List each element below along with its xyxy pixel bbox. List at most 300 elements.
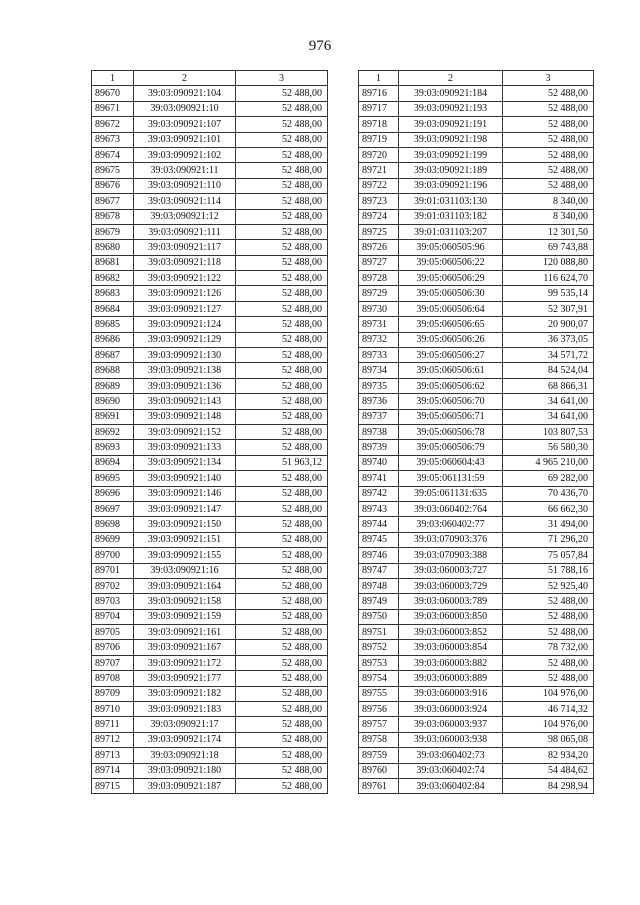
value-cell: 52 488,00 (236, 486, 328, 501)
cadastral-number-cell: 39:03:070903:376 (399, 532, 503, 547)
cadastral-number-cell: 39:03:090921:146 (134, 486, 236, 501)
cadastral-number-cell: 39:03:090921:189 (399, 163, 503, 178)
cadastral-number-cell: 39:03:090921:191 (399, 117, 503, 132)
row-number-cell: 89673 (92, 132, 134, 147)
value-cell: 52 488,00 (236, 778, 328, 793)
value-cell: 20 900,07 (503, 317, 594, 332)
value-cell: 52 488,00 (236, 732, 328, 747)
value-cell: 52 488,00 (503, 594, 594, 609)
value-cell: 52 488,00 (236, 594, 328, 609)
table-row (359, 748, 594, 763)
table-row (359, 609, 594, 624)
header-col-2: 2 (134, 71, 236, 86)
value-cell: 52 488,00 (236, 240, 328, 255)
cadastral-number-cell: 39:03:090921:140 (134, 471, 236, 486)
row-number-cell: 89675 (92, 163, 134, 178)
table-row (359, 471, 594, 486)
value-cell: 52 488,00 (236, 671, 328, 686)
table-row (359, 240, 594, 255)
row-number-cell: 89741 (359, 471, 399, 486)
table-row (359, 271, 594, 286)
table-row (92, 778, 328, 793)
value-cell: 51 788,16 (503, 563, 594, 578)
table-row (359, 548, 594, 563)
row-number-cell: 89729 (359, 286, 399, 301)
row-number-cell: 89757 (359, 717, 399, 732)
value-cell: 52 488,00 (236, 317, 328, 332)
row-number-cell: 89759 (359, 748, 399, 763)
cadastral-number-cell: 39:01:031103:207 (399, 224, 503, 239)
table-row (359, 348, 594, 363)
cadastral-number-cell: 39:03:090921:196 (399, 178, 503, 193)
table-row (359, 224, 594, 239)
row-number-cell: 89725 (359, 224, 399, 239)
row-number-cell: 89712 (92, 732, 134, 747)
cadastral-number-cell: 39:03:090921:126 (134, 286, 236, 301)
value-cell: 70 436,70 (503, 486, 594, 501)
row-number-cell: 89683 (92, 286, 134, 301)
cadastral-number-cell: 39:03:090921:18 (134, 748, 236, 763)
row-number-cell: 89695 (92, 471, 134, 486)
value-cell: 52 488,00 (503, 655, 594, 670)
cadastral-number-cell: 39:05:060506:27 (399, 348, 503, 363)
table-row (359, 686, 594, 701)
table-row (359, 778, 594, 793)
value-cell: 31 494,00 (503, 517, 594, 532)
row-number-cell: 89747 (359, 563, 399, 578)
cadastral-number-cell: 39:03:090921:114 (134, 194, 236, 209)
value-cell: 52 488,00 (236, 609, 328, 624)
value-cell: 52 488,00 (236, 686, 328, 701)
row-number-cell: 89700 (92, 548, 134, 563)
cadastral-number-cell: 39:03:090921:187 (134, 778, 236, 793)
cadastral-number-cell: 39:01:031103:130 (399, 194, 503, 209)
cadastral-number-cell: 39:05:060506:79 (399, 440, 503, 455)
cadastral-number-cell: 39:03:090921:158 (134, 594, 236, 609)
row-number-cell: 89713 (92, 748, 134, 763)
table-row (92, 271, 328, 286)
cadastral-number-cell: 39:03:090921:172 (134, 655, 236, 670)
cadastral-number-cell: 39:01:031103:182 (399, 209, 503, 224)
value-cell: 52 488,00 (236, 147, 328, 162)
cadastral-number-cell: 39:03:090921:127 (134, 301, 236, 316)
row-number-cell: 89711 (92, 717, 134, 732)
table-row (359, 317, 594, 332)
row-number-cell: 89758 (359, 732, 399, 747)
row-number-cell: 89720 (359, 147, 399, 162)
table-row (359, 286, 594, 301)
row-number-cell: 89724 (359, 209, 399, 224)
cadastral-number-cell: 39:05:060506:70 (399, 394, 503, 409)
cadastral-number-cell: 39:03:060003:889 (399, 671, 503, 686)
table-header-row (92, 71, 328, 86)
value-cell: 82 934,20 (503, 748, 594, 763)
cadastral-number-cell: 39:03:090921:148 (134, 409, 236, 424)
value-cell: 52 488,00 (236, 224, 328, 239)
cadastral-number-cell: 39:05:060505:96 (399, 240, 503, 255)
row-number-cell: 89750 (359, 609, 399, 624)
table-row (359, 763, 594, 778)
registry-table-left (91, 70, 328, 794)
row-number-cell: 89693 (92, 440, 134, 455)
table-row (359, 194, 594, 209)
cadastral-number-cell: 39:03:090921:150 (134, 517, 236, 532)
table-row (92, 209, 328, 224)
table-row (359, 455, 594, 470)
cadastral-number-cell: 39:03:090921:130 (134, 348, 236, 363)
table-row (359, 594, 594, 609)
table-row (92, 378, 328, 393)
value-cell: 71 296,20 (503, 532, 594, 547)
row-number-cell: 89710 (92, 702, 134, 717)
row-number-cell: 89687 (92, 348, 134, 363)
table-row (92, 117, 328, 132)
value-cell: 51 963,12 (236, 455, 328, 470)
value-cell: 52 488,00 (236, 255, 328, 270)
cadastral-number-cell: 39:03:090921:177 (134, 671, 236, 686)
value-cell: 52 488,00 (236, 163, 328, 178)
row-number-cell: 89697 (92, 501, 134, 516)
value-cell: 69 282,00 (503, 471, 594, 486)
table-row (92, 286, 328, 301)
value-cell: 120 088,80 (503, 255, 594, 270)
row-number-cell: 89709 (92, 686, 134, 701)
table-row (359, 132, 594, 147)
table-row (92, 563, 328, 578)
value-cell: 52 488,00 (236, 548, 328, 563)
table-row (92, 732, 328, 747)
row-number-cell: 89753 (359, 655, 399, 670)
value-cell: 34 641,00 (503, 409, 594, 424)
row-number-cell: 89748 (359, 578, 399, 593)
row-number-cell: 89672 (92, 117, 134, 132)
table-row (359, 378, 594, 393)
row-number-cell: 89730 (359, 301, 399, 316)
value-cell: 52 488,00 (236, 394, 328, 409)
table-row (92, 363, 328, 378)
cadastral-number-cell: 39:03:090921:136 (134, 378, 236, 393)
value-cell: 52 488,00 (236, 409, 328, 424)
cadastral-number-cell: 39:03:090921:143 (134, 394, 236, 409)
cadastral-number-cell: 39:03:070903:388 (399, 548, 503, 563)
table-row (92, 655, 328, 670)
cadastral-number-cell: 39:03:090921:133 (134, 440, 236, 455)
table-row (92, 609, 328, 624)
table-row (92, 671, 328, 686)
value-cell: 52 488,00 (236, 717, 328, 732)
table-row (92, 702, 328, 717)
table-row (359, 640, 594, 655)
table-row (92, 763, 328, 778)
row-number-cell: 89722 (359, 178, 399, 193)
table-header-row (359, 71, 594, 86)
value-cell: 52 488,00 (236, 348, 328, 363)
value-cell: 69 743,88 (503, 240, 594, 255)
row-number-cell: 89698 (92, 517, 134, 532)
value-cell: 52 488,00 (503, 609, 594, 624)
page-number: 976 (308, 38, 332, 54)
row-number-cell: 89689 (92, 378, 134, 393)
table-row (92, 594, 328, 609)
table-row (359, 117, 594, 132)
table-row (359, 517, 594, 532)
cadastral-number-cell: 39:03:090921:107 (134, 117, 236, 132)
table-row (359, 394, 594, 409)
cadastral-number-cell: 39:03:060402:77 (399, 517, 503, 532)
row-number-cell: 89699 (92, 532, 134, 547)
cadastral-number-cell: 39:03:090921:152 (134, 424, 236, 439)
cadastral-number-cell: 39:03:090921:164 (134, 578, 236, 593)
row-number-cell: 89727 (359, 255, 399, 270)
cadastral-number-cell: 39:03:090921:155 (134, 548, 236, 563)
table-row (359, 440, 594, 455)
cadastral-number-cell: 39:03:090921:184 (399, 86, 503, 101)
table-row (359, 501, 594, 516)
row-number-cell: 89694 (92, 455, 134, 470)
row-number-cell: 89688 (92, 363, 134, 378)
table-row (92, 455, 328, 470)
row-number-cell: 89761 (359, 778, 399, 793)
value-cell: 52 488,00 (236, 640, 328, 655)
table-row (359, 732, 594, 747)
cadastral-number-cell: 39:05:060506:30 (399, 286, 503, 301)
cadastral-number-cell: 39:03:060402:84 (399, 778, 503, 793)
value-cell: 52 488,00 (236, 471, 328, 486)
cadastral-number-cell: 39:03:090921:198 (399, 132, 503, 147)
value-cell: 52 488,00 (236, 625, 328, 640)
cadastral-number-cell: 39:03:090921:11 (134, 163, 236, 178)
value-cell: 52 488,00 (236, 763, 328, 778)
row-number-cell: 89716 (359, 86, 399, 101)
table-row (359, 147, 594, 162)
cadastral-number-cell: 39:05:060506:26 (399, 332, 503, 347)
table-row (359, 655, 594, 670)
value-cell: 68 866,31 (503, 378, 594, 393)
cadastral-number-cell: 39:03:090921:193 (399, 101, 503, 116)
row-number-cell: 89735 (359, 378, 399, 393)
table-row (359, 486, 594, 501)
row-number-cell: 89740 (359, 455, 399, 470)
row-number-cell: 89733 (359, 348, 399, 363)
value-cell: 52 488,00 (236, 101, 328, 116)
value-cell: 52 488,00 (236, 363, 328, 378)
value-cell: 52 488,00 (503, 671, 594, 686)
value-cell: 52 488,00 (236, 86, 328, 101)
table-row (92, 501, 328, 516)
value-cell: 52 488,00 (503, 178, 594, 193)
value-cell: 52 488,00 (236, 517, 328, 532)
row-number-cell: 89752 (359, 640, 399, 655)
table-row (359, 717, 594, 732)
table-row (92, 440, 328, 455)
table-row (92, 578, 328, 593)
cadastral-number-cell: 39:05:060506:29 (399, 271, 503, 286)
row-number-cell: 89742 (359, 486, 399, 501)
value-cell: 52 488,00 (236, 440, 328, 455)
cadastral-number-cell: 39:05:060506:64 (399, 301, 503, 316)
table-row (92, 625, 328, 640)
table-row (359, 625, 594, 640)
cadastral-number-cell: 39:05:060506:62 (399, 378, 503, 393)
row-number-cell: 89692 (92, 424, 134, 439)
value-cell: 104 976,00 (503, 686, 594, 701)
cadastral-number-cell: 39:03:090921:167 (134, 640, 236, 655)
value-cell: 52 488,00 (503, 86, 594, 101)
table-row (359, 532, 594, 547)
row-number-cell: 89754 (359, 671, 399, 686)
cadastral-number-cell: 39:03:090921:138 (134, 363, 236, 378)
value-cell: 4 965 210,00 (503, 455, 594, 470)
table-row (92, 717, 328, 732)
value-cell: 52 488,00 (503, 132, 594, 147)
table-row (359, 424, 594, 439)
cadastral-number-cell: 39:03:060003:924 (399, 702, 503, 717)
table-row (92, 409, 328, 424)
cadastral-number-cell: 39:03:060402:764 (399, 501, 503, 516)
value-cell: 52 488,00 (236, 748, 328, 763)
cadastral-number-cell: 39:03:090921:129 (134, 332, 236, 347)
table-row (92, 424, 328, 439)
table-row (92, 640, 328, 655)
value-cell: 75 057,84 (503, 548, 594, 563)
value-cell: 52 488,00 (236, 378, 328, 393)
row-number-cell: 89704 (92, 609, 134, 624)
value-cell: 34 571,72 (503, 348, 594, 363)
cadastral-number-cell: 39:03:090921:134 (134, 455, 236, 470)
value-cell: 52 488,00 (236, 209, 328, 224)
cadastral-number-cell: 39:03:090921:180 (134, 763, 236, 778)
table-row (359, 163, 594, 178)
value-cell: 99 535,14 (503, 286, 594, 301)
value-cell: 52 488,00 (236, 702, 328, 717)
row-number-cell: 89684 (92, 301, 134, 316)
cadastral-number-cell: 39:03:090921:159 (134, 609, 236, 624)
value-cell: 84 524,04 (503, 363, 594, 378)
row-number-cell: 89718 (359, 117, 399, 132)
value-cell: 52 488,00 (503, 117, 594, 132)
row-number-cell: 89743 (359, 501, 399, 516)
cadastral-number-cell: 39:05:060506:78 (399, 424, 503, 439)
row-number-cell: 89691 (92, 409, 134, 424)
row-number-cell: 89678 (92, 209, 134, 224)
cadastral-number-cell: 39:03:060003:916 (399, 686, 503, 701)
table-row (359, 563, 594, 578)
cadastral-number-cell: 39:03:090921:110 (134, 178, 236, 193)
value-cell: 66 662,30 (503, 501, 594, 516)
cadastral-number-cell: 39:03:060003:854 (399, 640, 503, 655)
header-col-1: 1 (359, 71, 399, 86)
row-number-cell: 89756 (359, 702, 399, 717)
cadastral-number-cell: 39:03:060003:882 (399, 655, 503, 670)
row-number-cell: 89707 (92, 655, 134, 670)
row-number-cell: 89714 (92, 763, 134, 778)
table-row (92, 224, 328, 239)
table-row (92, 394, 328, 409)
cadastral-number-cell: 39:03:090921:151 (134, 532, 236, 547)
header-col-2: 2 (399, 71, 503, 86)
value-cell: 52 488,00 (236, 178, 328, 193)
table-row (92, 548, 328, 563)
row-number-cell: 89671 (92, 101, 134, 116)
cadastral-number-cell: 39:03:090921:104 (134, 86, 236, 101)
cadastral-number-cell: 39:03:090921:17 (134, 717, 236, 732)
header-col-3: 3 (236, 71, 328, 86)
row-number-cell: 89706 (92, 640, 134, 655)
row-number-cell: 89723 (359, 194, 399, 209)
value-cell: 52 488,00 (236, 332, 328, 347)
value-cell: 52 488,00 (236, 271, 328, 286)
cadastral-number-cell: 39:03:060003:938 (399, 732, 503, 747)
cadastral-number-cell: 39:03:060003:852 (399, 625, 503, 640)
cadastral-number-cell: 39:05:060506:22 (399, 255, 503, 270)
table-row (92, 255, 328, 270)
table-row (359, 209, 594, 224)
table-row (359, 332, 594, 347)
cadastral-number-cell: 39:05:060604:43 (399, 455, 503, 470)
cadastral-number-cell: 39:03:060402:73 (399, 748, 503, 763)
table-row (92, 332, 328, 347)
value-cell: 52 488,00 (236, 117, 328, 132)
header-col-3: 3 (503, 71, 594, 86)
value-cell: 52 488,00 (503, 147, 594, 162)
cadastral-number-cell: 39:03:060003:729 (399, 578, 503, 593)
value-cell: 52 488,00 (236, 655, 328, 670)
cadastral-number-cell: 39:03:090921:122 (134, 271, 236, 286)
value-cell: 116 624,70 (503, 271, 594, 286)
row-number-cell: 89755 (359, 686, 399, 701)
value-cell: 103 807,53 (503, 424, 594, 439)
value-cell: 52 925,40 (503, 578, 594, 593)
table-row (359, 671, 594, 686)
value-cell: 8 340,00 (503, 194, 594, 209)
cadastral-number-cell: 39:03:090921:174 (134, 732, 236, 747)
value-cell: 52 488,00 (236, 532, 328, 547)
row-number-cell: 89708 (92, 671, 134, 686)
row-number-cell: 89721 (359, 163, 399, 178)
row-number-cell: 89732 (359, 332, 399, 347)
value-cell: 98 065,08 (503, 732, 594, 747)
cadastral-number-cell: 39:03:090921:161 (134, 625, 236, 640)
row-number-cell: 89690 (92, 394, 134, 409)
table-row (92, 317, 328, 332)
cadastral-number-cell: 39:03:090921:147 (134, 501, 236, 516)
cadastral-number-cell: 39:05:061131:59 (399, 471, 503, 486)
row-number-cell: 89681 (92, 255, 134, 270)
cadastral-number-cell: 39:05:060506:61 (399, 363, 503, 378)
row-number-cell: 89685 (92, 317, 134, 332)
row-number-cell: 89717 (359, 101, 399, 116)
table-row (92, 240, 328, 255)
value-cell: 12 301,50 (503, 224, 594, 239)
value-cell: 52 488,00 (236, 286, 328, 301)
row-number-cell: 89686 (92, 332, 134, 347)
table-row (92, 86, 328, 101)
row-number-cell: 89751 (359, 625, 399, 640)
row-number-cell: 89745 (359, 532, 399, 547)
table-row (359, 702, 594, 717)
row-number-cell: 89746 (359, 548, 399, 563)
value-cell: 52 488,00 (236, 424, 328, 439)
cadastral-number-cell: 39:05:060506:65 (399, 317, 503, 332)
value-cell: 8 340,00 (503, 209, 594, 224)
value-cell: 52 488,00 (236, 301, 328, 316)
value-cell: 84 298,94 (503, 778, 594, 793)
table-row (92, 132, 328, 147)
row-number-cell: 89734 (359, 363, 399, 378)
cadastral-number-cell: 39:03:060003:789 (399, 594, 503, 609)
table-row (92, 147, 328, 162)
table-row (92, 178, 328, 193)
